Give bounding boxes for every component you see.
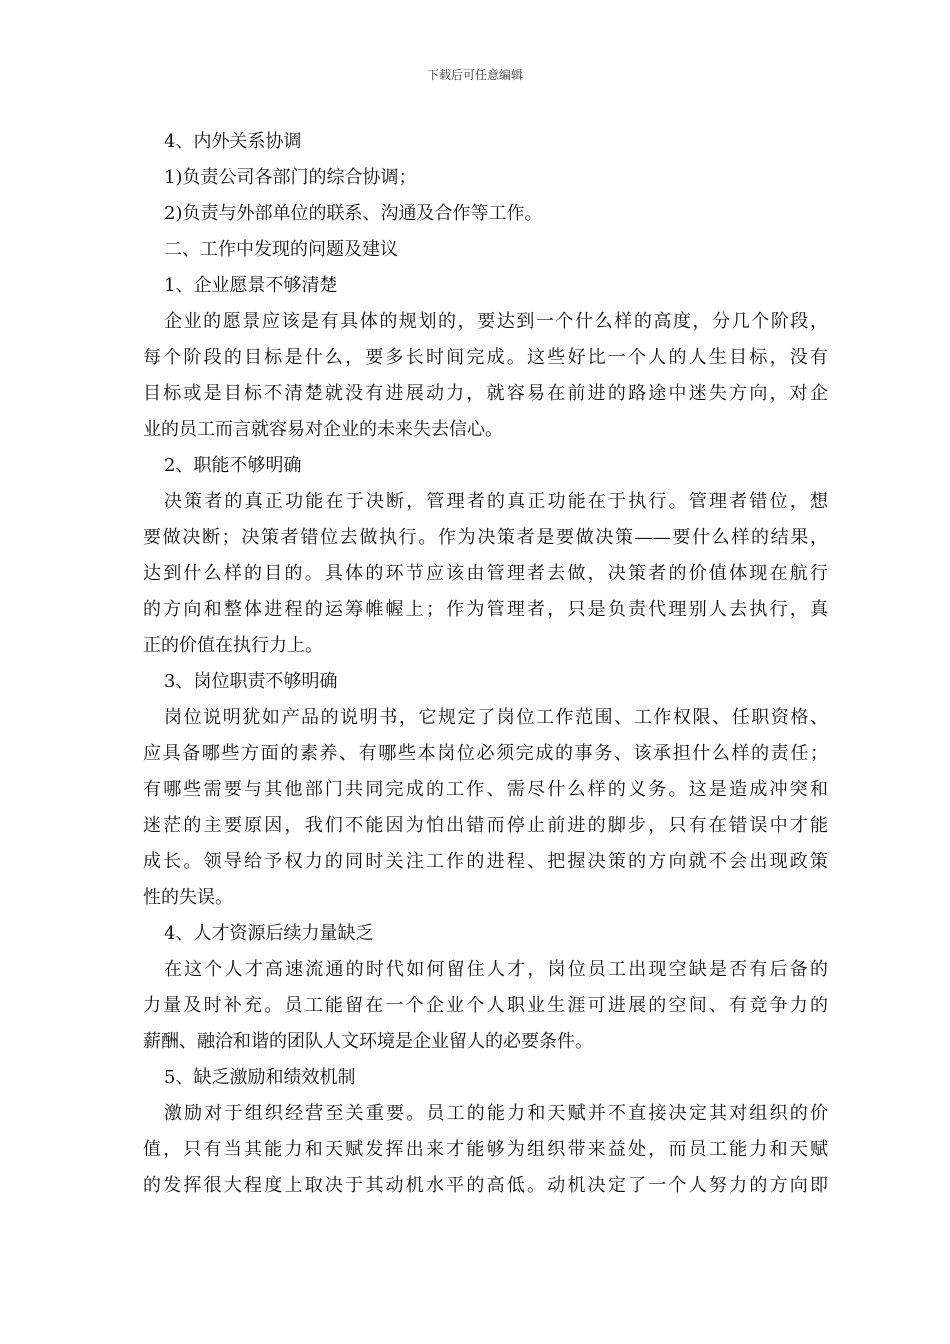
page-header-note: 下载后可任意编辑 (426, 68, 523, 82)
paragraph-line: 目标或是目标不清楚就没有进展动力，就容易在前进的路途中迷失方向，对企 (143, 383, 828, 404)
paragraph-line: 性的失误。 (143, 887, 233, 908)
section-heading: 2)负责与外部单位的联系、沟通及合作等工作。 (164, 203, 543, 224)
paragraph-line: 达到什么样的目的。具体的环节应该由管理者去做，决策者的价值体现在航行 (143, 563, 828, 584)
paragraph-line: 值，只有当其能力和天赋发挥出来才能够为组织带来益处，而员工能力和天赋 (143, 1139, 828, 1160)
paragraph-line: 在这个人才高速流通的时代如何留住人才，岗位员工出现空缺是否有后备的 (164, 959, 828, 980)
paragraph-line: 应具备哪些方面的素养、有哪些本岗位必须完成的事务、该承担什么样的责任； (143, 743, 828, 764)
paragraph-line: 迷茫的主要原因，我们不能因为怕出错而停止前进的脚步，只有在错误中才能 (143, 815, 828, 836)
section-heading: 5、缺乏激励和绩效机制 (164, 1067, 356, 1088)
paragraph-line: 的发挥很大程度上取决于其动机水平的高低。动机决定了一个人努力的方向即 (143, 1175, 828, 1196)
paragraph-line: 业的员工而言就容易对企业的未来失去信心。 (143, 419, 503, 440)
paragraph-line: 成长。领导给予权力的同时关注工作的进程、把握决策的方向就不会出现政策 (143, 851, 828, 872)
section-heading: 4、内外关系协调 (164, 131, 302, 152)
paragraph-line: 决策者的真正功能在于决断，管理者的真正功能在于执行。管理者错位，想 (164, 491, 828, 512)
paragraph-line: 力量及时补充。员工能留在一个企业个人职业生涯可进展的空间、有竞争力的 (143, 995, 828, 1016)
section-heading: 1)负责公司各部门的综合协调； (164, 167, 417, 188)
paragraph-line: 企业的愿景应该是有具体的规划的，要达到一个什么样的高度，分几个阶段， (164, 311, 828, 332)
section-heading: 4、人才资源后续力量缺乏 (164, 923, 374, 944)
paragraph-line: 要做决断；决策者错位去做执行。作为决策者是要做决策——要什么样的结果， (143, 527, 828, 548)
section-heading: 3、岗位职责不够明确 (164, 671, 338, 692)
paragraph-line: 每个阶段的目标是什么，要多长时间完成。这些好比一个人的人生目标，没有 (143, 347, 828, 368)
document-body (143, 124, 828, 1204)
paragraph-line: 正的价值在执行力上。 (143, 635, 323, 656)
section-heading: 2、职能不够明确 (164, 455, 302, 476)
paragraph-line: 的方向和整体进程的运筹帷幄上；作为管理者，只是负责代理别人去执行，真 (143, 599, 828, 620)
section-heading: 二、工作中发现的问题及建议 (164, 239, 398, 260)
section-heading: 1、企业愿景不够清楚 (164, 275, 338, 296)
paragraph-line: 激励对于组织经营至关重要。员工的能力和天赋并不直接决定其对组织的价 (164, 1103, 828, 1124)
paragraph-line: 岗位说明犹如产品的说明书，它规定了岗位工作范围、工作权限、任职资格、 (164, 707, 828, 728)
paragraph-line: 薪酬、融洽和谐的团队人文环境是企业留人的必要条件。 (143, 1031, 593, 1052)
paragraph-line: 有哪些需要与其他部门共同完成的工作、需尽什么样的义务。这是造成冲突和 (143, 779, 828, 800)
